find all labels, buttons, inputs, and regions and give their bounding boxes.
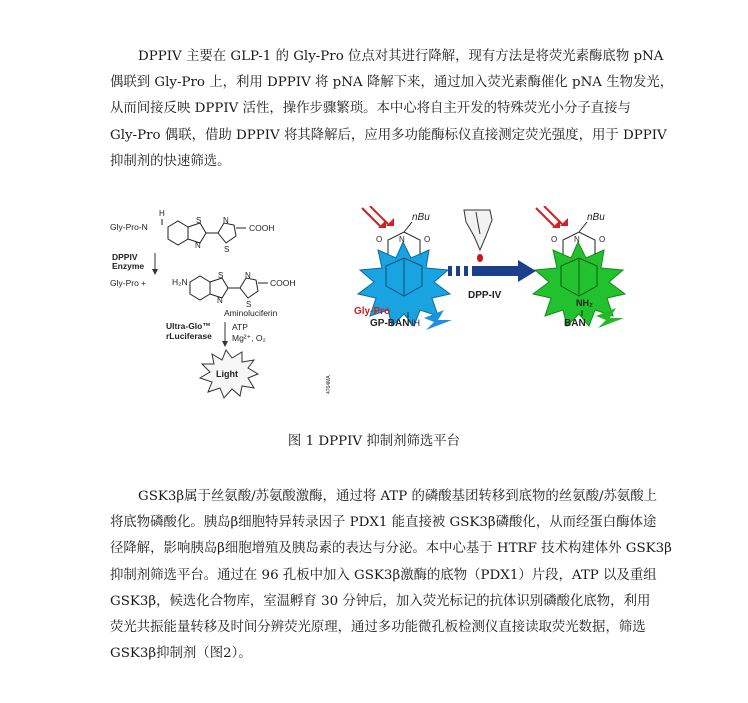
figure-illustration: [108, 206, 648, 406]
text-line: GSK3β属于丝氨酸/苏氨酸激酶，通过将 ATP 的磷酸基团转移到底物的丝氨酸/苏氨酸上: [138, 489, 658, 504]
product-label: Aminoluciferin: [224, 308, 278, 318]
ban-label: BAN: [564, 318, 586, 329]
text-line: DPPIV 主要在 GLP-1 的 Gly-Pro 位点对其进行降解，现有方法是将荧光素酶底物 pNA: [138, 49, 664, 64]
text-line: 抑制剂的快速筛选。: [110, 153, 231, 169]
gly-pro-plus-label: Gly-Pro +: [110, 278, 147, 288]
light-label: Light: [216, 369, 238, 379]
gp-ban-probe: [354, 206, 452, 330]
cooh-label-1: COOH: [249, 223, 275, 233]
benzothiazole-structure-top: [162, 219, 246, 245]
dpp-iv-label: DPP-IV: [468, 290, 502, 301]
nh2-label: NH₂: [576, 298, 593, 308]
figure-caption: 图 1 DPPIV 抑制剂筛选平台: [287, 434, 461, 449]
text-line: 抑制剂筛选平台。通过在 96 孔板中加入 GSK3β激酶的底物（PDX1）片段，ATP 以及重组: [110, 567, 657, 583]
text-line: Gly-Pro 偶联，借助 DPPIV 将其降解后，应用多功能酶标仪直接测定荧光强度，用于 DPPIV: [110, 127, 667, 143]
text-line: 荧光共振能量转移及时间分辨荧光原理，通过多功能微孔板检测仪直接读取荧光数据，筛选: [110, 620, 646, 636]
svg-text:O: O: [424, 235, 431, 244]
enzyme-label-2: Enzyme: [112, 261, 145, 271]
nitrogen-label: N: [195, 241, 201, 250]
cooh-label-2: COOH: [270, 278, 296, 288]
nbu-label-1: nBu: [412, 212, 430, 223]
substrate-label: Gly-Pro-N: [110, 222, 148, 232]
enzyme-label-1: DPPIV: [112, 252, 138, 262]
cofactor-mg: Mg²⁺, O₂: [232, 333, 266, 343]
nh-label: NH: [407, 318, 420, 328]
sulfur-label: S: [224, 245, 230, 254]
benzothiazole-structure-bottom: [190, 276, 268, 300]
reagent-label-2: rLuciferase: [166, 331, 212, 341]
text-line: GSK3β，候选化合物库，室温孵育 30 分钟后，加入荧光标记的抗体识别磷酸化底物，利用: [110, 593, 651, 609]
sulfur-label: S: [218, 271, 224, 280]
figure-dppiv-screening: [108, 206, 648, 406]
nitrogen-label: N: [245, 271, 251, 280]
dpp-iv-reaction-arrow: [448, 210, 536, 301]
gly-pro-label: Gly-Pro: [354, 306, 391, 317]
sulfur-label: S: [246, 300, 252, 309]
nbu-label-2: nBu: [587, 212, 605, 223]
nitrogen-label: N: [217, 296, 223, 305]
svg-text:N: N: [399, 235, 405, 244]
text-line: GSK3β抑制剂（图2）。: [110, 646, 252, 662]
text-line: 偶联到 Gly-Pro 上，利用 DPPIV 将 pNA 降解下来，通过加入荧光素酶催化 pNA 生物发光，: [110, 75, 674, 91]
nitrogen-label: N: [223, 216, 229, 225]
svg-text:N: N: [574, 235, 580, 244]
svg-text:O: O: [599, 235, 606, 244]
paragraph-dppiv: [110, 44, 674, 175]
sulfur-label: S: [196, 216, 202, 225]
h-label: H: [159, 209, 165, 218]
text-line: 将底物磷酸化。胰岛β细胞特异转录因子 PDX1 能直接被 GSK3β磷酸化，从而经蛋白酶体途: [110, 515, 657, 531]
paragraph-gsk3b: [110, 484, 672, 667]
svg-text:O: O: [376, 235, 383, 244]
text-line: 径降解，影响胰岛β细胞增殖及胰岛素的表达与分泌。本中心基于 HTRF 技术构建体外 GSK3β: [110, 541, 672, 557]
reagent-label-1: Ultra-Glo™: [166, 321, 211, 331]
cofactor-atp: ATP: [232, 322, 248, 332]
svg-text:O: O: [551, 235, 558, 244]
side-code-label: 4764MA: [326, 375, 332, 394]
ban-product: [533, 206, 625, 329]
gp-ban-label: GP-BAN: [370, 318, 410, 329]
text-line: 从而间接反映 DPPIV 活性，操作步骤繁琐。本中心将自主开发的特殊荧光小分子直接与: [110, 101, 631, 117]
h2n-label: H₂N: [172, 277, 188, 287]
